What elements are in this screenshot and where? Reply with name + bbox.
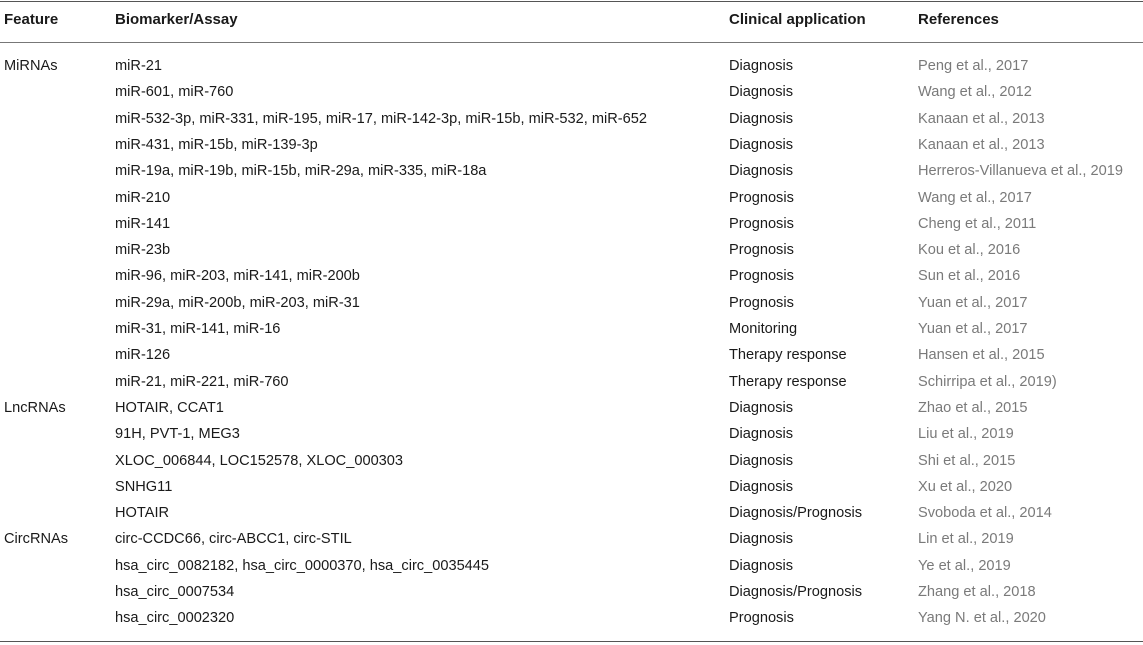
row-reference: Schirripa et al., 2019) [918,373,1057,390]
row-reference: Wang et al., 2012 [918,84,1032,101]
row-biomarker: miR-601, miR-760 [115,84,234,101]
header-application: Clinical application [729,11,866,28]
row-application: Diagnosis [729,426,794,443]
row-application: Prognosis [729,294,794,311]
row-application: Diagnosis [729,531,794,548]
table-row [0,56,1143,82]
row-biomarker: circ-CCDC66, circ-ABCC1, circ-STIL [115,531,352,548]
table-bottom-rule [0,641,1143,642]
table-row [0,188,1143,214]
row-reference: Kou et al., 2016 [918,242,1021,259]
row-biomarker: miR-29a, miR-200b, miR-203, miR-31 [115,294,360,311]
row-reference: Zhang et al., 2018 [918,584,1036,600]
table-row [0,372,1143,398]
table-header-rule [0,42,1143,43]
table-row [0,135,1143,161]
table-row [0,503,1143,529]
table-row [0,424,1143,450]
row-reference: Herreros-Villanueva et al., 2019 [918,163,1123,180]
table-row [0,161,1143,187]
row-biomarker: hsa_circ_0007534 [115,584,235,600]
row-application: Prognosis [729,242,794,259]
row-reference: Shi et al., 2015 [918,452,1016,469]
row-application: Diagnosis [729,399,794,416]
row-biomarker: 91H, PVT-1, MEG3 [115,426,240,443]
row-application: Diagnosis [729,163,794,180]
row-biomarker: SNHG11 [115,478,173,495]
row-application: Prognosis [729,189,794,206]
row-reference: Kanaan et al., 2013 [918,136,1045,153]
row-feature: LncRNAs [4,399,66,416]
table-row [0,608,1143,634]
table-row [0,214,1143,240]
header-biomarker: Biomarker/Assay [115,11,238,28]
header-references: References [918,11,999,28]
table-row [0,582,1143,608]
table-row [0,529,1143,555]
table-row [0,240,1143,266]
table-row [0,319,1143,345]
table-row [0,451,1143,477]
row-application: Diagnosis [729,478,794,495]
row-reference: Zhao et al., 2015 [918,399,1028,416]
table-header-row [0,10,1143,34]
row-biomarker: miR-31, miR-141, miR-16 [115,321,281,337]
row-reference: Peng et al., 2017 [918,58,1029,74]
row-biomarker: miR-141 [115,215,171,232]
row-biomarker: miR-126 [115,347,171,364]
row-application: Diagnosis [729,58,794,74]
row-application: Diagnosis [729,452,794,469]
row-biomarker: miR-210 [115,189,171,206]
row-biomarker: HOTAIR, CCAT1 [115,399,224,416]
row-biomarker: hsa_circ_0002320 [115,610,235,627]
row-reference: Yuan et al., 2017 [918,294,1028,311]
table-top-rule [0,1,1143,2]
row-reference: Kanaan et al., 2013 [918,110,1045,127]
row-application: Diagnosis [729,110,794,127]
row-application: Prognosis [729,215,794,232]
row-application: Diagnosis [729,84,794,101]
row-feature: MiRNAs [4,58,58,74]
row-reference: Cheng et al., 2011 [918,215,1037,232]
row-biomarker: XLOC_006844, LOC152578, XLOC_000303 [115,452,404,469]
row-feature: CircRNAs [4,531,69,548]
row-application: Diagnosis/Prognosis [729,584,863,600]
row-biomarker: miR-21, miR-221, miR-760 [115,373,289,390]
table-row [0,398,1143,424]
row-biomarker: hsa_circ_0082182, hsa_circ_0000370, hsa_circ_0035445 [115,557,490,574]
row-reference: Hansen et al., 2015 [918,347,1045,364]
table-row [0,345,1143,371]
row-reference: Svoboda et al., 2014 [918,505,1052,522]
row-reference: Sun et al., 2016 [918,268,1021,285]
row-biomarker: miR-96, miR-203, miR-141, miR-200b [115,268,360,285]
row-application: Diagnosis [729,557,794,574]
row-application: Prognosis [729,268,794,285]
row-application: Therapy response [729,373,847,390]
row-reference: Liu et al., 2019 [918,426,1014,443]
row-reference: Xu et al., 2020 [918,478,1013,495]
row-reference: Lin et al., 2019 [918,531,1014,548]
row-reference: Wang et al., 2017 [918,189,1032,206]
table-row [0,556,1143,582]
header-feature: Feature [4,11,59,28]
row-reference: Yuan et al., 2017 [918,321,1028,337]
row-biomarker: HOTAIR [115,505,170,522]
table-row [0,477,1143,503]
row-application: Therapy response [729,347,847,364]
table-row [0,293,1143,319]
row-biomarker: miR-23b [115,242,171,259]
row-application: Diagnosis/Prognosis [729,505,863,522]
table-row [0,82,1143,108]
row-biomarker: miR-21 [115,58,163,74]
row-biomarker: miR-532-3p, miR-331, miR-195, miR-17, miR-142-3p, miR-15b, miR-532, miR-652 [115,110,648,127]
row-application: Monitoring [729,321,798,337]
row-reference: Yang N. et al., 2020 [918,610,1046,627]
row-biomarker: miR-431, miR-15b, miR-139-3p [115,136,318,153]
table-row [0,109,1143,135]
row-biomarker: miR-19a, miR-19b, miR-15b, miR-29a, miR-335, miR-18a [115,163,487,180]
row-reference: Ye et al., 2019 [918,557,1011,574]
table-row [0,266,1143,292]
row-application: Prognosis [729,610,794,627]
row-application: Diagnosis [729,136,794,153]
